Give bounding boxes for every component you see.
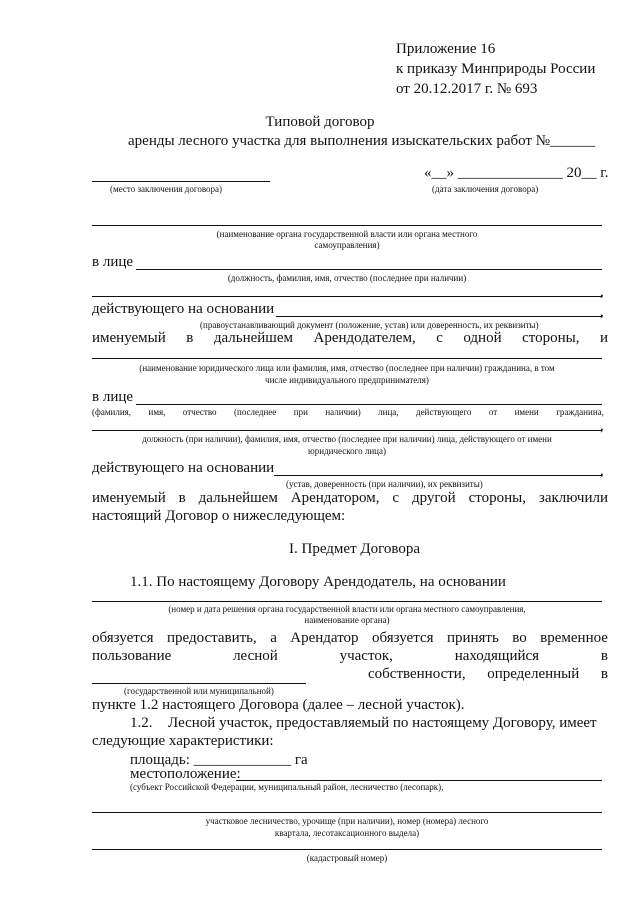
lessee-named-line: именуемый в дальнейшем Арендатором, с другой стороны, заключили — [92, 490, 608, 506]
ownership-line — [92, 683, 306, 684]
date-fill: «__» ______________ 20__ г. — [424, 165, 609, 181]
lessor-person-line-2 — [92, 296, 602, 297]
lessee-position-line — [92, 430, 602, 431]
place-line — [92, 181, 270, 182]
lessor-acting-on: действующего на основании — [92, 301, 275, 317]
clause-1-2-text: Лесной участок, предоставляемый по настоящему Договору, имеет — [168, 715, 597, 731]
location-caption: (субъект Российской Федерации, муниципальный район, лесничество (лесопарк), — [130, 782, 444, 792]
forestry-caption-1: участковое лесничество, урочище (при наличии), номер (номера) лесного — [205, 816, 489, 826]
lessee-person-line — [136, 404, 602, 405]
forestry-line — [92, 812, 602, 813]
comma: , — [600, 463, 604, 479]
place-caption: (место заключения договора) — [110, 184, 223, 194]
comma: , — [600, 418, 604, 434]
date-caption: (дата заключения договора) — [432, 184, 539, 194]
lessee-in-person: в лице — [92, 389, 134, 405]
lessee-name-caption-2: числе индивидуального предпринимателя) — [265, 375, 429, 385]
forestry-caption-2: квартала, лесотаксационного выдела) — [274, 828, 420, 838]
lessor-named-line: именуемый в дальнейшем Арендодателем, с одной стороны, и — [92, 330, 608, 346]
lessee-position-caption-2: юридического лица) — [308, 446, 386, 456]
clause-1-1: 1.1. По настоящему Договору Арендодатель, на основании — [130, 574, 506, 590]
comma: , — [600, 304, 604, 320]
use-line: пользование лесной участок, находящийся в — [92, 648, 608, 664]
document-subtitle: аренды лесного участка для выполнения изыскательских работ №______ — [128, 133, 596, 149]
lessee-acting-on: действующего на основании — [92, 460, 275, 476]
comma: , — [600, 284, 604, 300]
decision-caption-2: наименование органа) — [304, 615, 390, 625]
cadastral-caption: (кадастровый номер) — [306, 853, 388, 863]
location-label: местоположение: — [130, 766, 241, 782]
lessor-doc-line — [276, 316, 602, 317]
lessor-in-person: в лице — [92, 254, 134, 270]
lessee-position-caption-1: должность (при наличии), фамилия, имя, отчество (последнее при наличии) лица, действующего от имени — [142, 434, 552, 444]
lessee-named-line-2: настоящий Договор о нижеследующем: — [92, 508, 346, 524]
lessee-doc-caption: (устав, доверенность (при наличии), их реквизиты) — [286, 479, 483, 489]
ownership-text: собственности, определенный в — [368, 666, 608, 682]
lessee-person-caption: (фамилия, имя, отчество (последнее при наличии) лица, действующего от имени гражданина, — [92, 407, 604, 417]
decision-caption-1: (номер и дата решения органа государственной власти или органа местного самоуправления, — [168, 604, 526, 614]
appendix-line-2: к приказу Минприроды России — [396, 61, 596, 77]
lessee-name-caption-1: (наименование юридического лица или фамилия, имя, отчество (последнее при наличии) гражданина, в том — [139, 363, 555, 373]
lessor-org-caption-1: (наименование органа государственной власти или органа местного — [216, 229, 478, 239]
document-title: Типовой договор — [265, 114, 375, 130]
decision-line — [92, 601, 602, 602]
section-heading: I. Предмет Договора — [289, 541, 421, 557]
appendix-line-1: Приложение 16 — [396, 41, 496, 57]
appendix-line-3: от 20.12.2017 г. № 693 — [396, 81, 538, 97]
clause-1-2-continued: следующие характеристики: — [92, 733, 274, 749]
point-reference: пункте 1.2 настоящего Договора (далее – лесной участок). — [92, 697, 465, 713]
lessee-name-line — [92, 358, 602, 359]
area-field: площадь: _____________ га — [130, 752, 308, 768]
lessor-person-line — [136, 269, 602, 270]
clause-1-2-number: 1.2. — [130, 715, 153, 731]
lessor-org-caption-2: самоуправления) — [314, 240, 380, 250]
obliges-line: обязуется предоставить, а Арендатор обязуется принять во временное — [92, 630, 608, 646]
ownership-caption: (государственной или муниципальной) — [124, 686, 274, 696]
lessor-doc-caption: (правоустанавливающий документ (положение, устав) или доверенность, их реквизиты) — [200, 320, 539, 330]
lessor-position-caption: (должность, фамилия, имя, отчество (последнее при наличии) — [227, 273, 467, 283]
cadastral-line — [92, 849, 602, 850]
lessee-doc-line — [274, 475, 602, 476]
lessor-org-line — [92, 225, 602, 226]
location-line — [236, 780, 602, 781]
